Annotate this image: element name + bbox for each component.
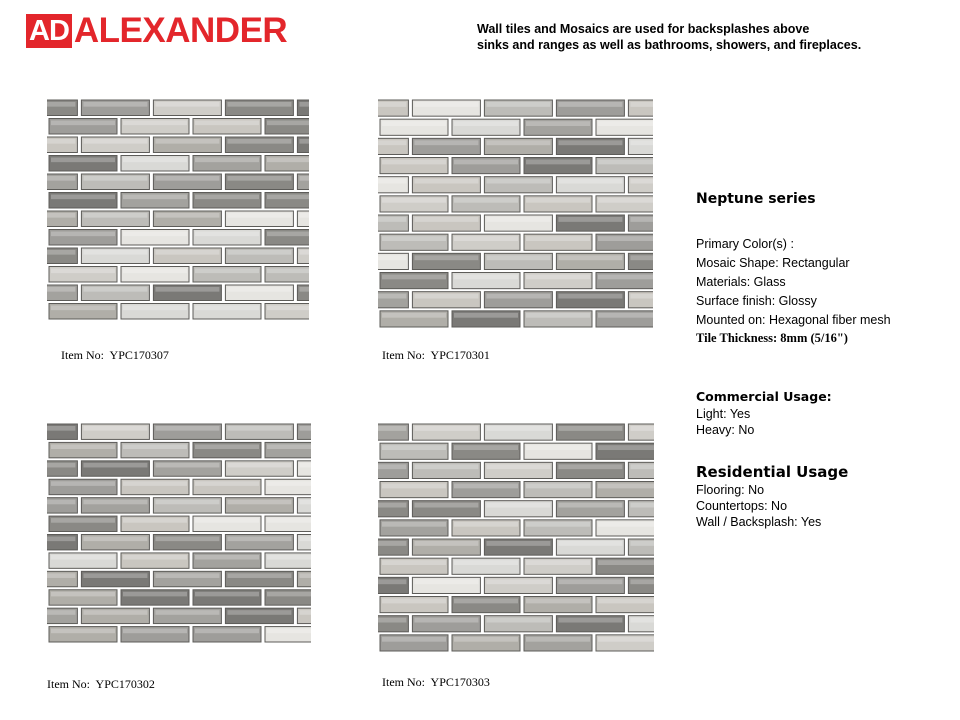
- tile-glaze: [83, 463, 147, 468]
- tile-glaze: [598, 637, 654, 642]
- tile-glaze: [51, 195, 115, 200]
- tile-glaze: [51, 518, 115, 523]
- tile-glaze: [558, 294, 622, 299]
- tile-glaze: [51, 232, 115, 237]
- tile-glaze: [47, 287, 75, 292]
- tile-glaze: [414, 541, 478, 546]
- tile-glaze: [526, 560, 590, 565]
- tile-glaze: [51, 592, 115, 597]
- spec-surface-finish: Surface finish: Glossy: [696, 294, 817, 308]
- tile-glaze: [630, 618, 654, 623]
- tile-glaze: [630, 102, 653, 107]
- tile-glaze: [195, 121, 259, 126]
- tile-glaze: [526, 599, 590, 604]
- tile-glaze: [526, 198, 590, 203]
- tile-glaze: [454, 637, 518, 642]
- tile-glaze: [526, 275, 590, 280]
- tile-glaze: [155, 250, 219, 255]
- tile-glaze: [630, 426, 654, 431]
- tile-glaze: [378, 579, 406, 584]
- tile-glaze: [123, 481, 187, 486]
- tile-glaze: [558, 179, 622, 184]
- tile-glaze: [51, 158, 115, 163]
- tile-glaze: [195, 232, 259, 237]
- tile-glaze: [454, 160, 518, 165]
- tile-glaze: [558, 255, 622, 260]
- tagline-line-1: Wall tiles and Mosaics are used for backsplashes above: [477, 22, 810, 36]
- tile-glaze: [378, 503, 406, 508]
- tile-glaze: [51, 629, 115, 634]
- tile-glaze: [83, 213, 147, 218]
- tile-glaze: [486, 140, 550, 145]
- tile-glaze: [414, 503, 478, 508]
- tile-glaze: [598, 313, 653, 318]
- tile-glaze: [51, 121, 115, 126]
- tile-glaze: [382, 198, 446, 203]
- tile-glaze: [558, 217, 622, 222]
- tile-glaze: [47, 573, 75, 578]
- tagline-line-2: sinks and ranges as well as bathrooms, showers, and fireplaces.: [477, 38, 862, 52]
- tile-glaze: [526, 637, 590, 642]
- tile-glaze: [195, 592, 259, 597]
- logo-wordmark: ALEXANDER: [73, 11, 288, 50]
- tile-glaze: [195, 555, 259, 560]
- spec-mosaic-shape: Mosaic Shape: Rectangular: [696, 256, 850, 270]
- tile-glaze: [382, 236, 446, 241]
- tile-glaze: [267, 269, 309, 274]
- tile-glaze: [83, 500, 147, 505]
- tile-glaze: [195, 195, 259, 200]
- tile-glaze: [630, 217, 653, 222]
- tile-glaze: [195, 629, 259, 634]
- tile-glaze: [47, 610, 75, 615]
- tile-glaze: [267, 121, 309, 126]
- tile-glaze: [123, 121, 187, 126]
- mosaic-image-3: [47, 421, 311, 645]
- tile-glaze: [526, 484, 590, 489]
- tile-glaze: [382, 560, 446, 565]
- tile-glaze: [299, 176, 309, 181]
- tile-glaze: [267, 555, 311, 560]
- tile-glaze: [414, 179, 478, 184]
- spec-primary-color: Primary Color(s) :: [696, 237, 794, 251]
- tile-glaze: [155, 213, 219, 218]
- tile-glaze: [486, 255, 550, 260]
- tile-glaze: [47, 176, 75, 181]
- tile-glaze: [414, 255, 478, 260]
- tile-glaze: [83, 176, 147, 181]
- item-number-1: Item No: YPC170307: [61, 348, 169, 362]
- tile-glaze: [155, 102, 219, 107]
- tile-glaze: [630, 294, 653, 299]
- tile-glaze: [227, 426, 291, 431]
- tile-glaze: [558, 426, 622, 431]
- tile-glaze: [558, 102, 622, 107]
- tile-glaze: [630, 464, 654, 469]
- tagline: [477, 21, 937, 53]
- tile-glaze: [526, 522, 590, 527]
- tile-glaze: [123, 195, 187, 200]
- residential-wall-backsplash: Wall / Backsplash: Yes: [696, 515, 822, 529]
- tile-glaze: [195, 444, 259, 449]
- tile-glaze: [414, 140, 478, 145]
- tile-glaze: [47, 500, 75, 505]
- tile-glaze: [382, 275, 446, 280]
- tile-glaze: [267, 592, 311, 597]
- tile-glaze: [47, 250, 75, 255]
- mosaic-tiles: [378, 421, 654, 654]
- tile-glaze: [51, 269, 115, 274]
- brand-logo: [26, 11, 288, 50]
- tile-glaze: [526, 160, 590, 165]
- tile-glaze: [123, 518, 187, 523]
- tile-glaze: [526, 236, 590, 241]
- tile-glaze: [598, 445, 654, 450]
- tile-glaze: [267, 518, 311, 523]
- tile-glaze: [155, 287, 219, 292]
- tile-glaze: [454, 599, 518, 604]
- residential-usage-list: [696, 482, 821, 530]
- residential-flooring: Flooring: No: [696, 483, 765, 497]
- tile-glaze: [630, 255, 653, 260]
- tile-glaze: [486, 618, 550, 623]
- tile-glaze: [378, 140, 406, 145]
- tile-glaze: [227, 139, 291, 144]
- residential-usage-heading: Residential Usage: [696, 463, 849, 481]
- tile-glaze: [598, 160, 653, 165]
- tile-glaze: [598, 599, 654, 604]
- tile-glaze: [299, 537, 311, 542]
- tile-glaze: [598, 484, 654, 489]
- tile-glaze: [299, 463, 311, 468]
- tile-glaze: [83, 102, 147, 107]
- tile-glaze: [558, 140, 622, 145]
- tile-glaze: [47, 463, 75, 468]
- tile-glaze: [155, 610, 219, 615]
- tile-glaze: [414, 426, 478, 431]
- tile-glaze: [83, 537, 147, 542]
- commercial-heavy: Heavy: No: [696, 423, 755, 437]
- tile-glaze: [155, 573, 219, 578]
- tile-glaze: [83, 287, 147, 292]
- tile-glaze: [378, 426, 406, 431]
- tile-glaze: [598, 198, 653, 203]
- tile-glaze: [414, 217, 478, 222]
- tile-glaze: [299, 287, 309, 292]
- tile-glaze: [486, 179, 550, 184]
- tile-glaze: [155, 139, 219, 144]
- tile-glaze: [454, 445, 518, 450]
- tile-glaze: [378, 102, 406, 107]
- mosaic-tiles: [47, 421, 311, 645]
- tile-glaze: [83, 610, 147, 615]
- tile-glaze: [598, 522, 654, 527]
- tile-glaze: [526, 313, 590, 318]
- tile-glaze: [486, 426, 550, 431]
- tile-glaze: [267, 232, 309, 237]
- series-title: Neptune series: [696, 191, 816, 207]
- mosaic-image-4: [378, 421, 654, 654]
- tile-glaze: [267, 195, 309, 200]
- tile-glaze: [123, 269, 187, 274]
- tile-glaze: [486, 294, 550, 299]
- tile-glaze: [299, 573, 311, 578]
- tile-glaze: [51, 481, 115, 486]
- tile-glaze: [123, 555, 187, 560]
- tile-glaze: [83, 139, 147, 144]
- tile-glaze: [123, 158, 187, 163]
- tile-glaze: [299, 139, 309, 144]
- tile-glaze: [123, 592, 187, 597]
- tile-glaze: [227, 287, 291, 292]
- tile-glaze: [227, 213, 291, 218]
- tile-glaze: [414, 618, 478, 623]
- tile-glaze: [267, 158, 309, 163]
- tile-glaze: [382, 160, 446, 165]
- tile-glaze: [123, 444, 187, 449]
- tile-glaze: [47, 537, 75, 542]
- tile-glaze: [558, 618, 622, 623]
- tile-glaze: [267, 481, 311, 486]
- tile-glaze: [598, 121, 653, 126]
- tile-glaze: [51, 444, 115, 449]
- tile-glaze: [47, 213, 75, 218]
- tile-glaze: [299, 102, 309, 107]
- tile-glaze: [47, 139, 75, 144]
- item-number-2: Item No: YPC170301: [382, 348, 490, 362]
- tile-glaze: [299, 500, 311, 505]
- tile-thickness: Tile Thickness: 8mm (5/16"): [696, 331, 848, 345]
- tile-glaze: [558, 579, 622, 584]
- tile-glaze: [454, 560, 518, 565]
- tile-glaze: [227, 610, 291, 615]
- tile-glaze: [378, 217, 406, 222]
- tile-glaze: [47, 426, 75, 431]
- tile-glaze: [227, 250, 291, 255]
- mosaic-tiles: [378, 97, 653, 330]
- spec-list: [696, 235, 891, 330]
- tile-glaze: [227, 176, 291, 181]
- tile-glaze: [526, 445, 590, 450]
- tile-glaze: [486, 102, 550, 107]
- tile-glaze: [378, 179, 406, 184]
- tile-glaze: [598, 560, 654, 565]
- tile-glaze: [598, 275, 653, 280]
- tile-glaze: [227, 102, 291, 107]
- tile-glaze: [414, 102, 478, 107]
- tile-glaze: [123, 306, 187, 311]
- tile-glaze: [47, 102, 75, 107]
- tile-glaze: [378, 294, 406, 299]
- tile-glaze: [155, 176, 219, 181]
- tile-glaze: [414, 464, 478, 469]
- residential-countertops: Countertops: No: [696, 499, 788, 513]
- tile-glaze: [382, 599, 446, 604]
- tile-glaze: [155, 463, 219, 468]
- tile-glaze: [123, 629, 187, 634]
- tile-glaze: [454, 121, 518, 126]
- tile-glaze: [486, 217, 550, 222]
- tile-glaze: [195, 158, 259, 163]
- tile-glaze: [630, 179, 653, 184]
- tile-glaze: [454, 236, 518, 241]
- commercial-light: Light: Yes: [696, 407, 751, 421]
- commercial-usage-heading: Commercial Usage:: [696, 389, 832, 404]
- tile-glaze: [486, 464, 550, 469]
- tile-glaze: [299, 213, 309, 218]
- mosaic-image-2: [378, 97, 653, 330]
- tile-glaze: [558, 503, 622, 508]
- tile-glaze: [630, 579, 654, 584]
- tile-glaze: [227, 463, 291, 468]
- tile-glaze: [267, 306, 309, 311]
- tile-glaze: [526, 121, 590, 126]
- tile-glaze: [454, 313, 518, 318]
- tile-glaze: [630, 503, 654, 508]
- spec-mounted-on: Mounted on: Hexagonal fiber mesh: [696, 313, 891, 327]
- tile-glaze: [267, 444, 311, 449]
- tile-glaze: [195, 269, 259, 274]
- tile-glaze: [83, 573, 147, 578]
- spec-materials: Materials: Glass: [696, 275, 786, 289]
- tile-glaze: [414, 579, 478, 584]
- tile-glaze: [598, 236, 653, 241]
- tile-glaze: [195, 306, 259, 311]
- tile-glaze: [382, 445, 446, 450]
- mosaic-image-1: [47, 97, 309, 322]
- tile-glaze: [195, 481, 259, 486]
- tile-glaze: [267, 629, 311, 634]
- tile-glaze: [454, 522, 518, 527]
- tile-glaze: [51, 555, 115, 560]
- logo-ad-mark: AD: [26, 14, 72, 48]
- tile-glaze: [414, 294, 478, 299]
- tile-glaze: [486, 541, 550, 546]
- tile-glaze: [486, 503, 550, 508]
- tile-glaze: [378, 618, 406, 623]
- tile-glaze: [486, 579, 550, 584]
- tile-glaze: [382, 637, 446, 642]
- tile-glaze: [299, 426, 311, 431]
- tile-glaze: [378, 464, 406, 469]
- tile-glaze: [83, 426, 147, 431]
- tile-glaze: [378, 541, 406, 546]
- tile-glaze: [630, 140, 653, 145]
- tile-glaze: [454, 275, 518, 280]
- tile-glaze: [378, 255, 406, 260]
- tile-glaze: [454, 198, 518, 203]
- tile-glaze: [195, 518, 259, 523]
- item-number-3: Item No: YPC170302: [47, 677, 155, 691]
- tile-glaze: [83, 250, 147, 255]
- tile-glaze: [382, 484, 446, 489]
- tile-glaze: [227, 500, 291, 505]
- tile-glaze: [299, 610, 311, 615]
- tile-glaze: [382, 121, 446, 126]
- tile-glaze: [630, 541, 654, 546]
- commercial-usage-list: [696, 406, 754, 438]
- tile-glaze: [558, 541, 622, 546]
- tile-glaze: [382, 313, 446, 318]
- tile-glaze: [299, 250, 309, 255]
- tile-glaze: [155, 426, 219, 431]
- tile-glaze: [558, 464, 622, 469]
- tile-glaze: [155, 500, 219, 505]
- tile-glaze: [155, 537, 219, 542]
- tile-glaze: [382, 522, 446, 527]
- tile-glaze: [51, 306, 115, 311]
- tile-glaze: [123, 232, 187, 237]
- tile-glaze: [227, 573, 291, 578]
- tile-glaze: [454, 484, 518, 489]
- tile-glaze: [227, 537, 291, 542]
- mosaic-tiles: [47, 97, 309, 322]
- item-number-4: Item No: YPC170303: [382, 675, 490, 689]
